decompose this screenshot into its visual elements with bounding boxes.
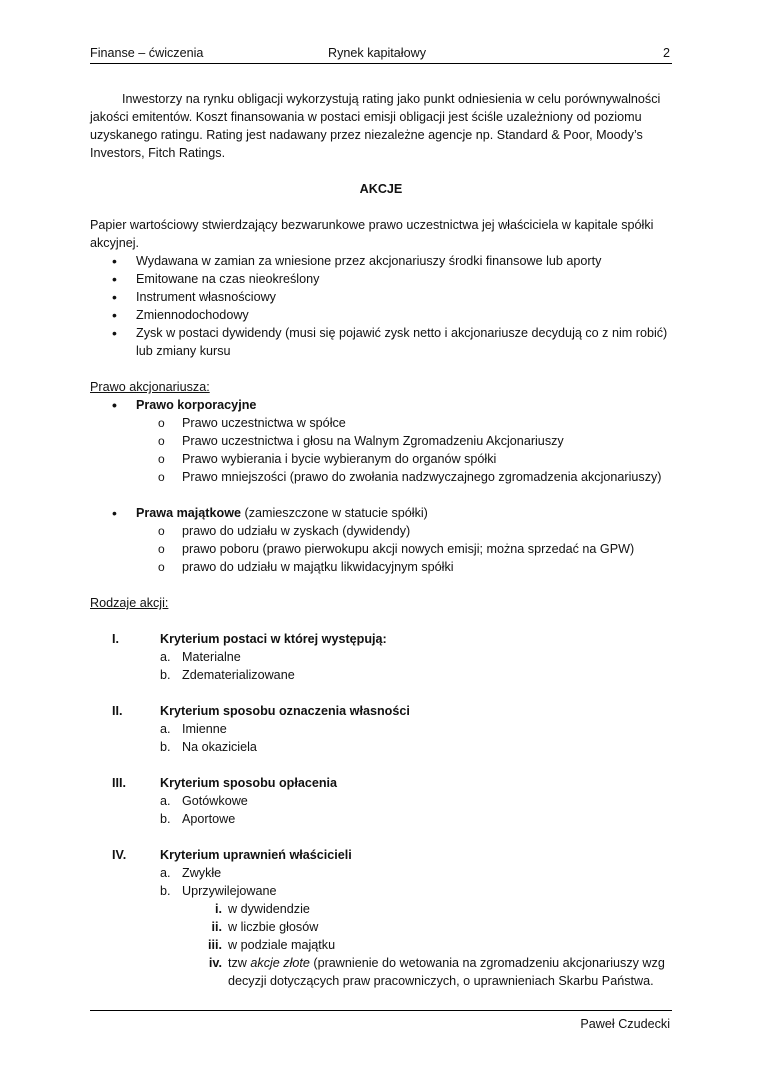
list-item: b. Zdematerializowane	[160, 668, 295, 682]
criterion-title: IV. Kryterium uprawnień właścicieli	[112, 848, 352, 862]
page-number: 2	[662, 46, 670, 60]
list-item: b. Aportowe	[160, 812, 236, 826]
criterion-1	[90, 630, 672, 684]
list-item: o prawo do udziału w zyskach (dywidendy)	[90, 522, 672, 540]
document-body	[90, 90, 672, 990]
property-rights	[90, 504, 672, 576]
property-title-row	[90, 504, 672, 522]
criterion-title: III. Kryterium sposobu opłacenia	[112, 776, 338, 790]
list-item: iv. tzw akcje złote (prawnienie do wetowania na zgromadzeniu akcjonariuszy wzg decyzji dotyczących praw pracowniczych, o uprawnieniach Skarbu Państwa.	[208, 956, 665, 988]
list-item: o Prawo mniejszości (prawo do zwołania nadzwyczajnego zgromadzenia akcjonariuszy)	[90, 468, 672, 486]
author-name: Paweł Czudecki	[580, 1017, 670, 1031]
header-course: Finanse – ćwiczenia	[90, 46, 204, 60]
intro-paragraph: Inwestorzy na rynku obligacji wykorzystują rating jako punkt odniesienia w celu porównywalności jakości emitentów. Koszt finansowania w postaci emisji obligacji jest ściśle uzależniony od poziomu uzyskanego ratingu. Rating jest nadawany przez niezależne agencje np. Standard & Poor, Moody’s Investors, Fitch Ratings.	[90, 92, 661, 160]
list-item: • Wydawana w zamian za wniesione przez akcjonariuszy środki finansowe lub aporty	[90, 252, 672, 270]
section-title: AKCJE	[359, 182, 403, 196]
criterion-title: II. Kryterium sposobu oznaczenia własności	[112, 704, 410, 718]
definition-paragraph: Papier wartościowy stwierdzający bezwarunkowe prawo uczestnictwa jej właściciela w kapitale spółki akcyjnej.	[90, 218, 654, 250]
corporate-title: • Prawo korporacyjne	[90, 396, 672, 414]
criterion-title: I. Kryterium postaci w której występują:	[112, 632, 387, 646]
list-item: a. Materialne	[160, 650, 241, 664]
corporate-rights	[90, 396, 672, 486]
property-note: (zamieszczone w statucie spółki)	[244, 506, 428, 520]
list-item: ii. w liczbie głosów	[211, 920, 319, 934]
document-page	[90, 0, 672, 1075]
list-item: • Instrument własnościowy	[90, 288, 672, 306]
header-topic: Rynek kapitałowy	[328, 46, 426, 60]
list-item: iii. w podziale majątku	[208, 938, 336, 952]
list-item: b. Uprzywilejowane	[160, 884, 277, 898]
list-item: o prawo do udziału w majątku likwidacyjnym spółki	[90, 558, 672, 576]
list-item: • Zysk w postaci dywidendy (musi się pojawić zysk netto i akcjonariusze decydują co z nim robić) lub zmiany kursu	[90, 324, 672, 360]
page-footer	[90, 1010, 672, 1031]
criterion-3	[90, 774, 672, 828]
page-header	[90, 46, 672, 64]
property-title: Prawa majątkowe	[136, 506, 241, 520]
list-item: o prawo poboru (prawo pierwokupu akcji nowych emisji; można sprzedać na GPW)	[90, 540, 672, 558]
list-item: a. Gotówkowe	[160, 794, 248, 808]
types-heading: Rodzaje akcji:	[90, 596, 169, 610]
criterion-2	[90, 702, 672, 756]
list-item: • Zmiennodochodowy	[90, 306, 672, 324]
list-item: i. w dywidendzie	[215, 902, 310, 916]
list-item: o Prawo wybierania i bycie wybieranym do organów spółki	[90, 450, 672, 468]
rights-heading: Prawo akcjonariusza:	[90, 380, 210, 394]
list-item: o Prawo uczestnictwa i głosu na Walnym Zgromadzeniu Akcjonariuszy	[90, 432, 672, 450]
features-list	[90, 252, 672, 360]
list-item: o Prawo uczestnictwa w spółce	[90, 414, 672, 432]
golden-shares-term: akcje złote	[250, 956, 310, 970]
list-item: b. Na okaziciela	[160, 740, 257, 754]
criterion-4	[90, 846, 672, 990]
list-item: a. Zwykłe	[160, 866, 222, 880]
list-item: • Emitowane na czas nieokreślony	[90, 270, 672, 288]
list-item: a. Imienne	[160, 722, 227, 736]
